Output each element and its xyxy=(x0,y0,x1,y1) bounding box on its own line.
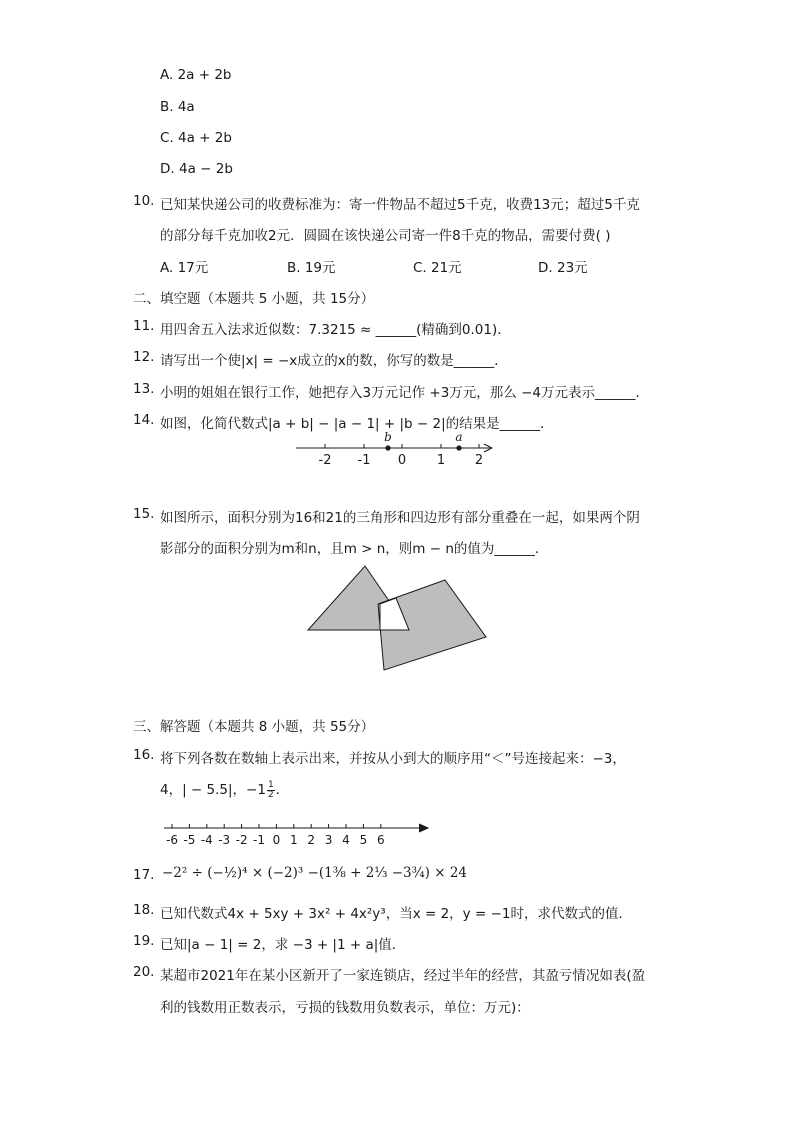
q19-number: 19. xyxy=(133,933,155,949)
q17-number: 17. xyxy=(133,867,155,883)
q16-number: 16. xyxy=(133,747,155,763)
q16-tick-label: -5 xyxy=(183,833,196,847)
q16-tick-label: 5 xyxy=(359,833,368,847)
q10-option-b: B. 19元 xyxy=(287,260,336,276)
q14-tick-2: 2 xyxy=(474,453,484,468)
q14-number: 14. xyxy=(133,412,155,428)
q16-tick-label: 1 xyxy=(289,833,298,847)
q15-number: 15. xyxy=(133,506,155,522)
q16-tick-label: 3 xyxy=(324,833,333,847)
q16-tick-label: 6 xyxy=(376,833,385,847)
section-3-heading: 三、解答题（本题共 8 小题，共 55分） xyxy=(133,719,375,735)
q20-line2: 利的钱数用正数表示，亏损的钱数用负数表示，单位：万元)： xyxy=(160,1000,530,1016)
q14-tick-0: 0 xyxy=(397,453,407,468)
q14-text: 如图，化简代数式|a + b| − |a − 1| + |b − 2|的结果是______． xyxy=(160,416,554,432)
q14-tick-1: 1 xyxy=(436,453,446,468)
q16-tick-label: 0 xyxy=(272,833,281,847)
section-2-heading: 二、填空题（本题共 5 小题，共 15分） xyxy=(133,291,375,307)
q16-tick-label: -3 xyxy=(218,833,231,847)
q10-option-a: A. 17元 xyxy=(160,260,209,276)
q15-line1: 如图所示，面积分别为16和21的三角形和四边形有部分重叠在一起，如果两个阴 xyxy=(160,510,640,526)
q15-overlap-figure xyxy=(300,560,495,675)
q9-option-a: A. 2a + 2b xyxy=(160,67,232,83)
q16-tick-label: 2 xyxy=(307,833,316,847)
q14-tick-neg2: -2 xyxy=(318,453,332,468)
q14-tick-neg1: -1 xyxy=(357,453,371,468)
q16-fraction: $\frac{1}{2}$ xyxy=(267,779,274,800)
q18-text: 已知代数式4x + 5xy + 3x² + 4x²y³，当x = 2，y = −1时，求代数式的值． xyxy=(160,906,632,922)
q10-number: 10. xyxy=(133,193,155,209)
q14-label-b: b xyxy=(384,430,392,444)
q9-option-c: C. 4a + 2b xyxy=(160,130,232,146)
q11-text: 用四舍五入法求近似数：7.3215 ≈ ______(精确到0.01)． xyxy=(160,322,511,338)
q10-option-d: D. 23元 xyxy=(538,260,588,276)
q9-option-b: B. 4a xyxy=(160,99,195,115)
q14-point-b xyxy=(385,445,390,450)
q18-number: 18. xyxy=(133,902,155,918)
q11-number: 11. xyxy=(133,318,155,334)
q12-number: 12. xyxy=(133,349,155,365)
q16-tick-label: 4 xyxy=(342,833,350,847)
q14-number-line xyxy=(290,430,505,470)
q16-tick-label: -6 xyxy=(166,833,178,847)
q9-option-d: D. 4a − 2b xyxy=(160,161,233,177)
q16-numbers: 4，| − 5.5|，−1 xyxy=(160,782,266,798)
q16-tick-label: -4 xyxy=(200,833,213,847)
q14-point-a xyxy=(456,445,461,450)
q15-line2: 影部分的面积分别为m和n，且m > n，则m − n的值为______． xyxy=(160,541,549,557)
q10-line2: 的部分每千克加收2元．圆圆在该快递公司寄一件8千克的物品，需要付费( ) xyxy=(160,228,611,244)
q20-line1: 某超市2021年在某小区新开了一家连锁店，经过半年的经营，其盈亏情况如表(盈 xyxy=(160,968,646,984)
q13-text: 小明的姐姐在银行工作，她把存入3万元记作 +3万元，那么 −4万元表示______． xyxy=(160,385,649,401)
q10-option-c: C. 21元 xyxy=(413,260,462,276)
q16-number-line xyxy=(160,815,435,849)
q20-number: 20. xyxy=(133,964,155,980)
q16-tick-label: -2 xyxy=(235,833,248,847)
q13-number: 13. xyxy=(133,381,155,397)
q17-expression: −2² ÷ (−½)⁴ × (−2)³ −(1⅜ + 2⅓ −3¾) × 24 xyxy=(162,865,468,881)
q12-text: 请写出一个使|x| = −x成立的x的数，你写的数是______． xyxy=(160,353,508,369)
q14-label-a: a xyxy=(455,430,463,444)
q19-text: 已知|a − 1| = 2，求 −3 + |1 + a|值． xyxy=(160,937,406,953)
q16-line1: 将下列各数在数轴上表示出来，并按从小到大的顺序用“＜”号连接起来：−3， xyxy=(160,751,626,767)
q16-line2: 4，| − 5.5|，−1 $\frac{1}{2}$ ． xyxy=(160,779,290,800)
q10-line1: 已知某快递公司的收费标准为：寄一件物品不超过5千克，收费13元；超过5千克 xyxy=(160,197,640,213)
q16-tick-label: -1 xyxy=(253,833,265,847)
